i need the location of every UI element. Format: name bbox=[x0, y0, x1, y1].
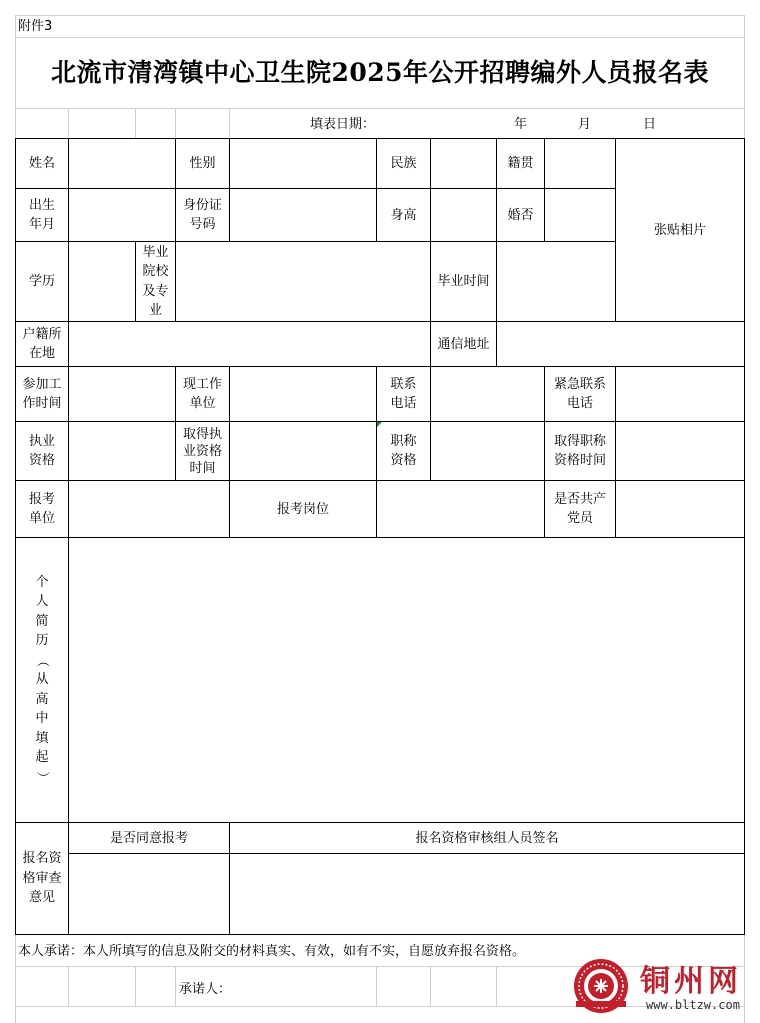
label-household-line: 在地 bbox=[28, 346, 55, 361]
gridline bbox=[15, 37, 745, 38]
label-resume bbox=[16, 538, 68, 822]
label-current-employer bbox=[176, 367, 229, 421]
label-title-qual-time bbox=[545, 422, 615, 480]
label-title-time-line: 取得职称 bbox=[553, 433, 606, 449]
label-practice-qual bbox=[16, 422, 68, 480]
label-practice-line: 执业 bbox=[28, 433, 55, 449]
label-employer-line: 单位 bbox=[189, 396, 216, 411]
gridline bbox=[68, 108, 69, 138]
resume-char: 起 bbox=[35, 750, 49, 766]
label-party-line: 党员 bbox=[566, 511, 593, 526]
resume-char: 从 bbox=[35, 672, 49, 688]
label-id-number bbox=[176, 189, 229, 241]
label-emergency-line: 电话 bbox=[566, 396, 593, 411]
gridline bbox=[376, 966, 377, 1007]
label-agree: 是否同意报考 bbox=[109, 830, 188, 846]
page-title: 北流市清湾镇中心卫生院2025年公开招聘编外人员报名表 bbox=[50, 57, 710, 87]
label-employer-line: 现工作 bbox=[182, 376, 222, 392]
table-border bbox=[15, 480, 745, 481]
table-border bbox=[544, 138, 545, 242]
resume-char: 人 bbox=[35, 594, 49, 610]
label-practice-time-line: 时间 bbox=[189, 460, 216, 476]
fill-date-year: 年 bbox=[514, 116, 528, 132]
gridline bbox=[135, 108, 136, 138]
label-party-line: 是否共产 bbox=[553, 491, 606, 507]
label-practice-time-line: 业资格 bbox=[182, 443, 222, 459]
resume-char: 简 bbox=[35, 613, 49, 629]
table-border bbox=[430, 366, 431, 481]
label-work-start bbox=[16, 367, 68, 421]
label-apply-unit-line: 单位 bbox=[28, 511, 55, 526]
label-phone-line: 电话 bbox=[390, 396, 417, 411]
table-border bbox=[15, 241, 616, 242]
label-work-start-line: 作时间 bbox=[22, 396, 62, 411]
fill-date-label: 填表日期： bbox=[310, 116, 376, 132]
table-border bbox=[430, 138, 431, 242]
promisor-label: 承诺人： bbox=[179, 981, 232, 997]
gridline bbox=[15, 966, 745, 967]
label-practice-line: 资格 bbox=[28, 453, 55, 468]
gridline bbox=[175, 108, 176, 138]
label-practice-qual-time bbox=[176, 422, 229, 480]
fill-date-day: 日 bbox=[643, 116, 657, 132]
table-border bbox=[229, 138, 230, 242]
pledge-text: 本人承诺：本人所填写的信息及附交的材料真实、有效，如有不实，自愿放弃报名资格。 bbox=[18, 943, 526, 959]
label-party-member bbox=[545, 481, 615, 537]
label-grad-time: 毕业时间 bbox=[437, 274, 490, 289]
label-practice-time-line: 取得执 bbox=[182, 426, 222, 442]
label-address: 通信地址 bbox=[437, 336, 490, 352]
gridline bbox=[68, 966, 69, 1007]
watermark-name: 铜州网 bbox=[640, 964, 742, 999]
resume-char: 个 bbox=[35, 574, 49, 590]
gridline bbox=[15, 15, 745, 16]
watermark-logo-icon bbox=[572, 957, 630, 1015]
label-title-qual bbox=[377, 422, 430, 480]
table-border bbox=[15, 321, 745, 322]
label-review bbox=[16, 823, 68, 934]
label-school-line: 及专 bbox=[142, 283, 169, 299]
fill-date-month: 月 bbox=[578, 116, 592, 132]
label-review-line: 格审查 bbox=[22, 870, 62, 886]
table-border bbox=[15, 934, 745, 935]
label-ethnicity: 民族 bbox=[390, 156, 417, 171]
resume-input-area[interactable] bbox=[69, 538, 744, 822]
label-title-qual-line: 职称 bbox=[390, 433, 417, 449]
label-birth-line: 出生 bbox=[28, 197, 55, 213]
table-border bbox=[496, 241, 497, 322]
label-school-major bbox=[136, 242, 175, 321]
label-school-line: 毕业 bbox=[142, 244, 169, 260]
gridline bbox=[175, 966, 176, 1007]
table-border bbox=[615, 366, 616, 538]
resume-char: 中 bbox=[35, 711, 49, 727]
photo-placeholder[interactable]: 张贴相片 bbox=[653, 222, 706, 238]
resume-char: ） bbox=[34, 770, 50, 785]
resume-char: 填 bbox=[35, 730, 49, 746]
label-apply-unit bbox=[16, 481, 68, 537]
label-emergency-phone bbox=[545, 367, 615, 421]
resume-char: 历 bbox=[35, 633, 49, 649]
label-birth-line: 年月 bbox=[28, 217, 55, 232]
label-household bbox=[16, 322, 68, 366]
table-border bbox=[744, 138, 745, 935]
table-border bbox=[496, 321, 497, 367]
label-height: 身高 bbox=[390, 207, 417, 223]
gridline bbox=[229, 108, 230, 138]
label-gender: 性别 bbox=[189, 156, 216, 171]
label-work-start-line: 参加工 bbox=[22, 376, 62, 392]
label-reviewer-sign: 报名资格审核组人员签名 bbox=[415, 830, 559, 846]
label-marital: 婚否 bbox=[507, 207, 534, 223]
label-phone bbox=[377, 367, 430, 421]
label-birth bbox=[16, 189, 68, 241]
label-title-time-line: 资格时间 bbox=[553, 453, 606, 468]
label-native-place: 籍贯 bbox=[507, 156, 534, 171]
label-id-line: 号码 bbox=[189, 217, 216, 232]
label-emergency-line: 紧急联系 bbox=[553, 376, 606, 392]
label-apply-unit-line: 报考 bbox=[28, 491, 55, 507]
watermark-url: www.bltzw.com bbox=[646, 998, 740, 1012]
label-review-line: 报名资 bbox=[22, 851, 62, 867]
label-school-line: 业 bbox=[148, 303, 162, 318]
label-review-line: 意见 bbox=[28, 890, 55, 906]
gridline bbox=[15, 1006, 745, 1007]
label-household-line: 户籍所 bbox=[22, 326, 62, 342]
label-school-line: 院校 bbox=[142, 264, 169, 279]
resume-char: （ bbox=[34, 653, 50, 668]
gridline bbox=[430, 966, 431, 1007]
label-phone-line: 联系 bbox=[390, 376, 417, 392]
label-title-qual-line: 资格 bbox=[390, 453, 417, 468]
annex-label: 附件3 bbox=[18, 19, 53, 34]
label-apply-post: 报考岗位 bbox=[276, 501, 329, 517]
gridline bbox=[15, 108, 745, 109]
gridline bbox=[496, 966, 497, 1007]
label-id-line: 身份证 bbox=[182, 197, 222, 213]
resume-char: 高 bbox=[35, 691, 49, 707]
label-name: 姓名 bbox=[28, 156, 55, 171]
gridline bbox=[135, 966, 136, 1007]
label-education: 学历 bbox=[28, 274, 55, 289]
table-border bbox=[68, 853, 745, 854]
